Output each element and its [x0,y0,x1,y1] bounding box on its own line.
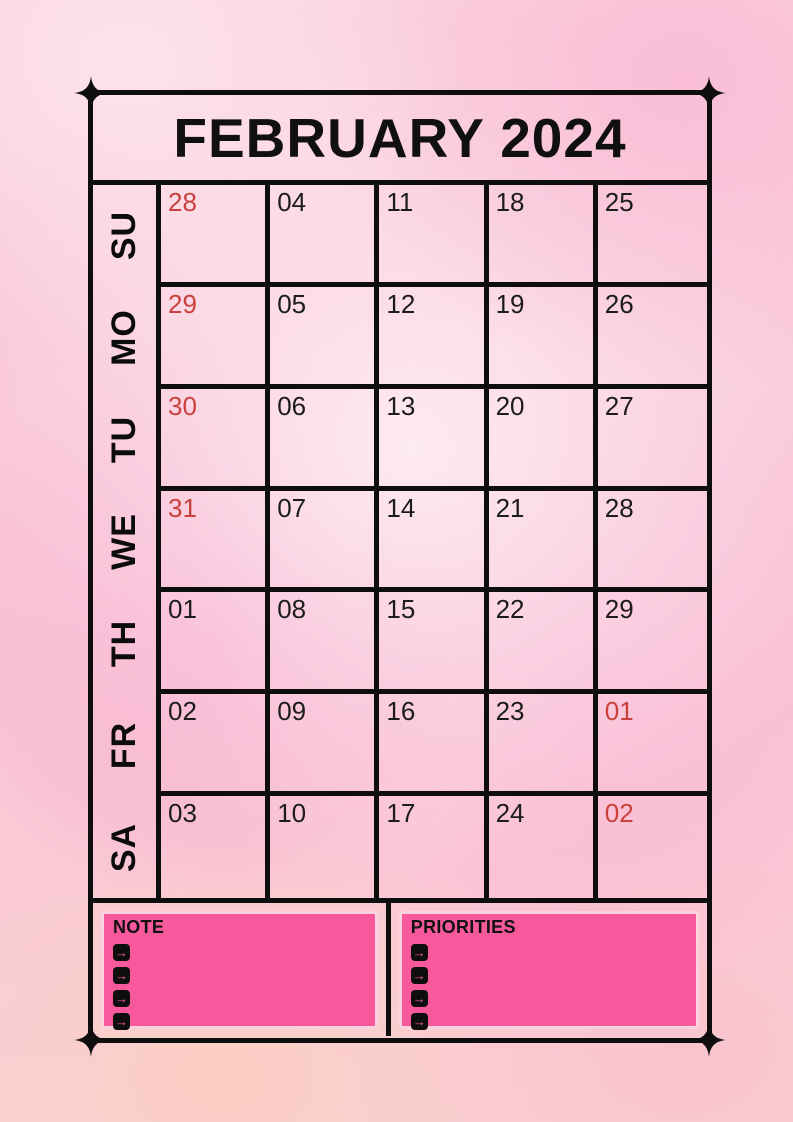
day-label-su: SU [104,211,143,261]
date-cell-th-week4: 22 [489,592,598,694]
date-cell-mo-week4: 19 [489,287,598,389]
date-cell-mo-week2: 05 [270,287,379,389]
day-label-we: WE [105,513,143,570]
day-label-mo: MO [105,309,143,367]
date-cell-fr-week5: 01 [598,694,707,796]
day-label-th: TH [104,619,143,668]
date-cell-sa-week4: 24 [489,796,598,898]
arrow-right-icon: → [115,968,128,983]
date-cell-tu-week3: 13 [379,389,488,491]
arrow-right-icon: → [115,1014,128,1029]
calendar-frame [88,90,712,1043]
date-cell-th-week3: 15 [379,592,488,694]
date-cell-fr-week4: 23 [489,694,598,796]
date-cell-we-week5: 28 [598,491,707,593]
date-cell-we-week4: 21 [489,491,598,593]
date-cell-th-week2: 08 [270,592,379,694]
date-cell-tu-week1: 30 [161,389,270,491]
date-cell-fr-week2: 09 [270,694,379,796]
note-area [93,903,391,1036]
date-cell-mo-week1: 29 [161,287,270,389]
date-cell-sa-week2: 10 [270,796,379,898]
calendar [93,185,707,903]
day-column [93,185,161,898]
arrow-right-icon: → [115,945,128,960]
priorities-area [391,903,707,1036]
date-cell-mo-week3: 12 [379,287,488,389]
date-cell-tu-week4: 20 [489,389,598,491]
priorities-title: PRIORITIES [410,917,516,937]
arrow-right-icon: → [115,991,128,1006]
notes-section [93,903,707,1036]
date-cell-su-week4: 18 [489,185,598,287]
day-label-sa: SA [104,822,143,872]
date-cell-we-week3: 14 [379,491,488,593]
date-cell-fr-week3: 16 [379,694,488,796]
month-title: FEBRUARY 2024 [93,95,707,185]
date-cell-tu-week5: 27 [598,389,707,491]
date-cell-th-week1: 01 [161,592,270,694]
date-cell-su-week3: 11 [379,185,488,287]
priorities-box [399,911,699,1029]
date-grid [161,185,707,898]
date-cell-su-week1: 28 [161,185,270,287]
arrow-right-icon: → [412,968,426,983]
date-cell-sa-week1: 03 [161,796,270,898]
date-cell-sa-week3: 17 [379,796,488,898]
date-cell-we-week2: 07 [270,491,379,593]
note-title: NOTE [113,917,165,937]
day-label-tu: TU [104,415,143,464]
note-bullet-list [113,944,365,1030]
priorities-bullet-list [411,944,686,1030]
day-label-fr: FR [104,721,143,769]
date-cell-fr-week1: 02 [161,694,270,796]
date-cell-th-week5: 29 [598,592,707,694]
date-cell-we-week1: 31 [161,491,270,593]
date-cell-su-week2: 04 [270,185,379,287]
date-cell-mo-week5: 26 [598,287,707,389]
note-box [101,911,378,1029]
date-cell-tu-week2: 06 [270,389,379,491]
arrow-right-icon: → [412,945,426,960]
arrow-right-icon: → [412,991,426,1006]
arrow-right-icon: → [412,1014,426,1029]
date-cell-su-week5: 25 [598,185,707,287]
date-cell-sa-week5: 02 [604,798,634,829]
